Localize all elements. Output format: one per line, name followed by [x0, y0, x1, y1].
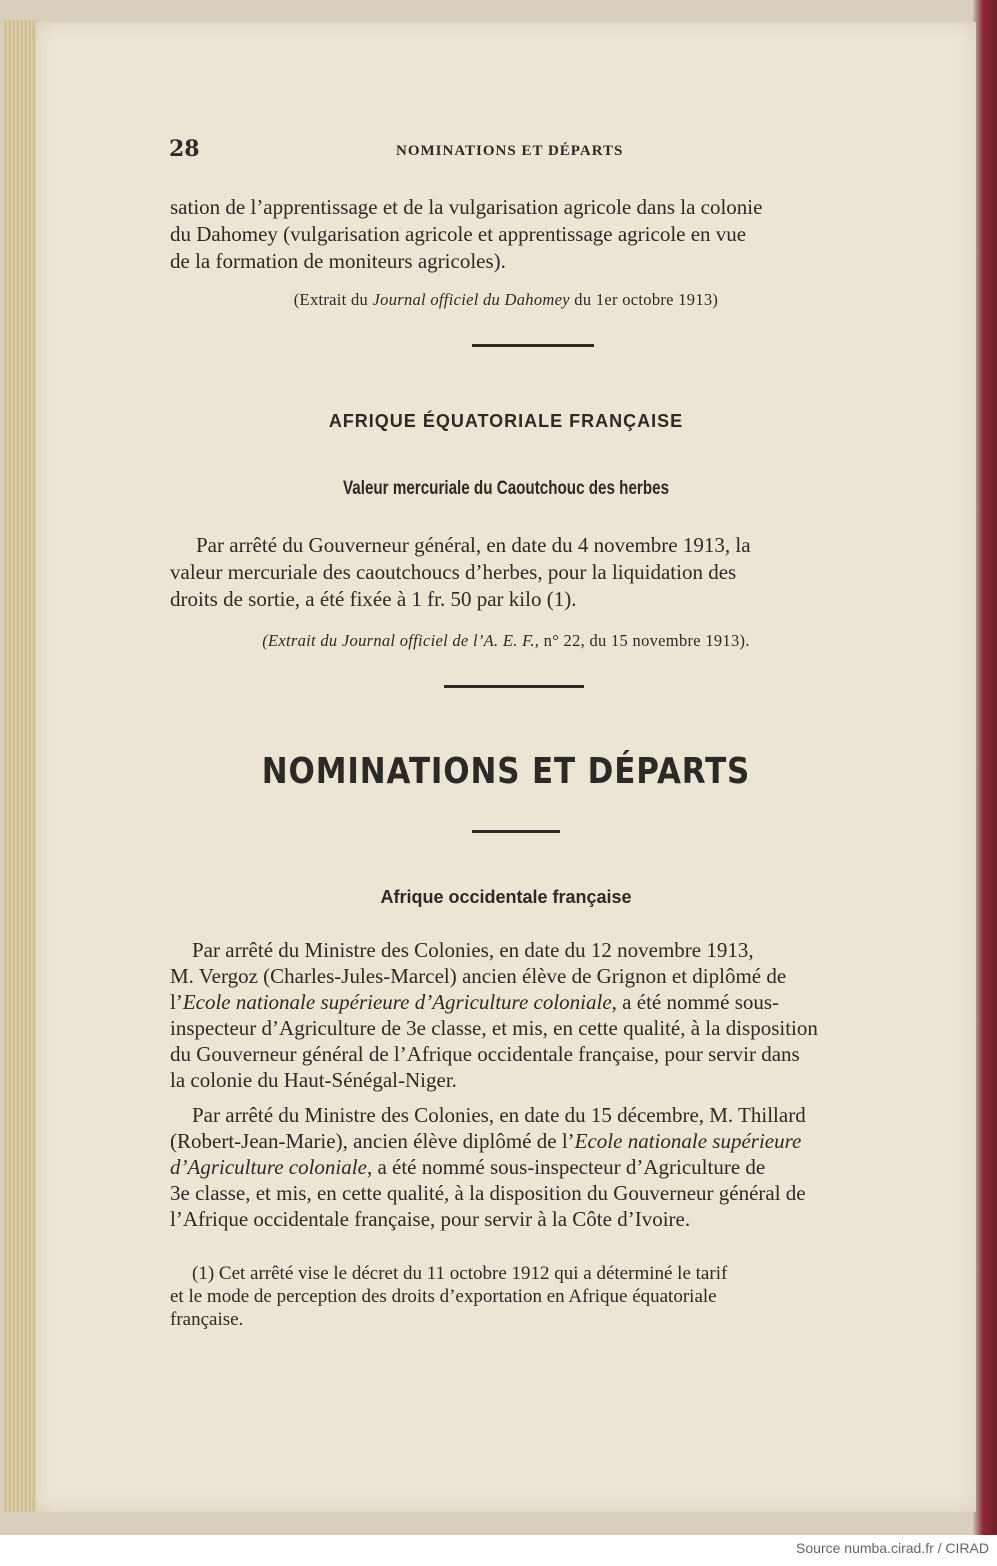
thillard-line-5: l’Afrique occidentale française, pour servir à la Côte d’Ivoire. — [170, 1207, 691, 1231]
aef-section-title: AFRIQUE ÉQUATORIALE FRANÇAISE — [328, 411, 684, 431]
vergoz-line-3: l’Ecole nationale supérieure d’Agriculture coloniale, a été nommé sous- — [170, 990, 780, 1014]
thillard-line-3: d’Agriculture coloniale, a été nommé sous-inspecteur d’Agriculture de — [170, 1155, 766, 1179]
vergoz-line-5: du Gouverneur général de l’Afrique occidentale française, pour servir dans — [170, 1042, 800, 1066]
thillard-line-2: (Robert-Jean-Marie), ancien élève diplômé de l’Ecole nationale supérieure — [170, 1129, 802, 1153]
continuation-line-2: du Dahomey (vulgarisation agricole et apprentissage agricole en vue — [170, 222, 747, 246]
source-credit: Source numba.cirad.fr / CIRAD — [796, 1540, 989, 1556]
rubber-subsection-title: Valeur mercuriale du Caoutchouc des herbes — [342, 478, 670, 499]
footnote-line-2: et le mode de perception des droits d’exportation en Afrique équatoriale — [170, 1286, 717, 1307]
page-edges — [4, 20, 38, 1512]
vergoz-line-4: inspecteur d’Agriculture de 3e classe, et mis, en cette qualité, à la disposition — [170, 1016, 818, 1040]
section-divider — [472, 344, 594, 347]
aef-line-3: droits de sortie, a été fixée à 1 fr. 50 par kilo (1). — [170, 587, 577, 611]
title-divider — [472, 830, 560, 833]
aef-line-1: Par arrêté du Gouverneur général, en date du 4 novembre 1913, la — [196, 533, 751, 557]
page-number: 28 — [169, 136, 200, 162]
nominations-title: NOMINATIONS ET DÉPARTS — [261, 751, 751, 792]
aof-subsection-title: Afrique occidentale française — [380, 887, 632, 907]
aef-line-2: valeur mercuriale des caoutchoucs d’herbes, pour la liquidation des — [170, 560, 737, 584]
thillard-line-4: 3e classe, et mis, en cette qualité, à la disposition du Gouverneur général de — [170, 1181, 806, 1205]
document-page — [36, 22, 976, 1512]
continuation-line-1: sation de l’apprentissage et de la vulgarisation agricole dans la colonie — [170, 195, 763, 219]
section-divider — [444, 685, 584, 688]
vergoz-line-1: Par arrêté du Ministre des Colonies, en date du 12 novembre 1913, — [192, 938, 754, 962]
book-cover-edge — [973, 0, 997, 1535]
vergoz-line-2: M. Vergoz (Charles-Jules-Marcel) ancien élève de Grignon et diplômé de — [170, 964, 787, 988]
vergoz-line-6: la colonie du Haut-Sénégal-Niger. — [170, 1068, 457, 1092]
running-header: NOMINATIONS ET DÉPARTS — [396, 143, 624, 159]
aef-extract-citation: (Extrait du Journal officiel de l’A. E. F., n° 22, du 15 novembre 1913). — [262, 631, 750, 650]
thillard-line-1: Par arrêté du Ministre des Colonies, en date du 15 décembre, M. Thillard — [192, 1103, 806, 1127]
dahomey-extract-citation: (Extrait du Journal officiel du Dahomey du 1er octobre 1913) — [293, 290, 719, 309]
footnote-line-1: (1) Cet arrêté vise le décret du 11 octobre 1912 qui a déterminé le tarif — [192, 1263, 728, 1284]
continuation-line-3: de la formation de moniteurs agricoles). — [170, 249, 506, 273]
footnote-line-3: française. — [170, 1309, 244, 1330]
